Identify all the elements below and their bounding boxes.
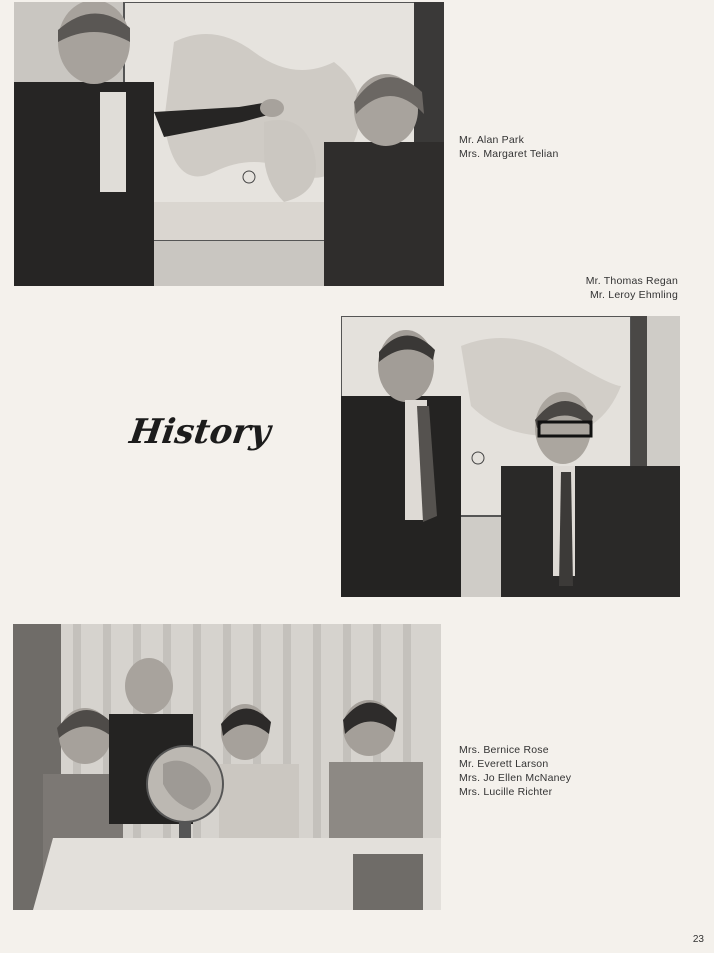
section-heading: History	[127, 412, 274, 452]
caption-name: Mrs. Bernice Rose	[459, 744, 549, 756]
caption-group-globe	[459, 743, 571, 799]
caption-regan-ehmling	[586, 274, 678, 302]
caption-name: Mrs. Jo Ellen McNaney	[459, 772, 572, 784]
photo-group-globe	[13, 624, 441, 910]
caption-name: Mrs. Margaret Telian	[459, 148, 559, 160]
photo-regan-ehmling	[341, 316, 680, 597]
caption-name: Mr. Alan Park	[459, 134, 525, 146]
page-number: 23	[692, 934, 704, 945]
photo-park-telian	[14, 2, 444, 286]
caption-name: Mr. Everett Larson	[459, 758, 549, 770]
caption-name: Mrs. Lucille Richter	[459, 786, 553, 798]
caption-park-telian	[459, 133, 559, 161]
caption-name: Mr. Thomas Regan	[585, 275, 678, 287]
caption-name: Mr. Leroy Ehmling	[589, 289, 678, 301]
